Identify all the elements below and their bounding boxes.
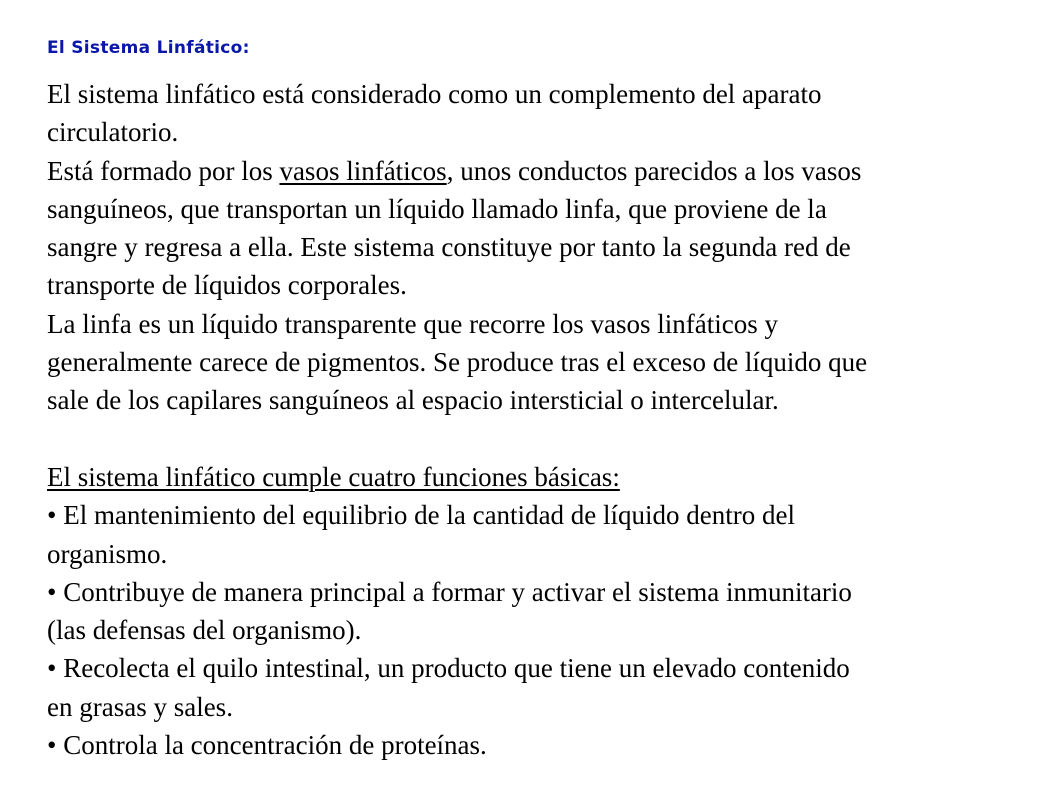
function-item-line: • Recolecta el quilo intestinal, un producto que tiene un elevado contenido xyxy=(47,653,850,684)
intro-line: circulatorio. xyxy=(47,117,179,148)
paragraph-text: Está formado por los xyxy=(47,155,280,186)
page-title: El Sistema Linfático: xyxy=(47,38,250,58)
paragraph-text: , unos conductos parecidos a los vasos xyxy=(446,155,862,186)
body-text xyxy=(47,75,1037,764)
function-item-line: • Controla la concentración de proteínas. xyxy=(47,730,487,761)
function-item-line: • Contribuye de manera principal a formar y activar el sistema inmunitario xyxy=(47,576,852,607)
functions-heading: El sistema linfático cumple cuatro funciones básicas: xyxy=(47,461,620,492)
paragraph-line: sale de los capilares sanguíneos al espacio intersticial o intercelular. xyxy=(47,385,779,416)
function-item-line: organismo. xyxy=(47,538,168,569)
paragraph-line xyxy=(47,152,1037,190)
paragraph-line: generalmente carece de pigmentos. Se produce tras el exceso de líquido que xyxy=(47,347,868,378)
vasos-linfaticos-term: vasos linfáticos xyxy=(279,155,447,186)
function-item-line: (las defensas del organismo). xyxy=(47,615,362,646)
intro-line: El sistema linfático está considerado como un complemento del aparato xyxy=(47,79,822,109)
paragraph-line: sangre y regresa a ella. Este sistema constituye por tanto la segunda red de xyxy=(47,232,851,263)
functions-heading-line xyxy=(47,458,1037,496)
paragraph-line: transporte de líquidos corporales. xyxy=(47,270,407,301)
function-item-line: • El mantenimiento del equilibrio de la cantidad de líquido dentro del xyxy=(47,500,795,531)
spacer xyxy=(47,420,1037,458)
function-item-line: en grasas y sales. xyxy=(47,691,233,722)
paragraph-line: sanguíneos, que transportan un líquido llamado linfa, que proviene de la xyxy=(47,193,827,224)
paragraph-line: La linfa es un líquido transparente que recorre los vasos linfáticos y xyxy=(47,308,779,339)
